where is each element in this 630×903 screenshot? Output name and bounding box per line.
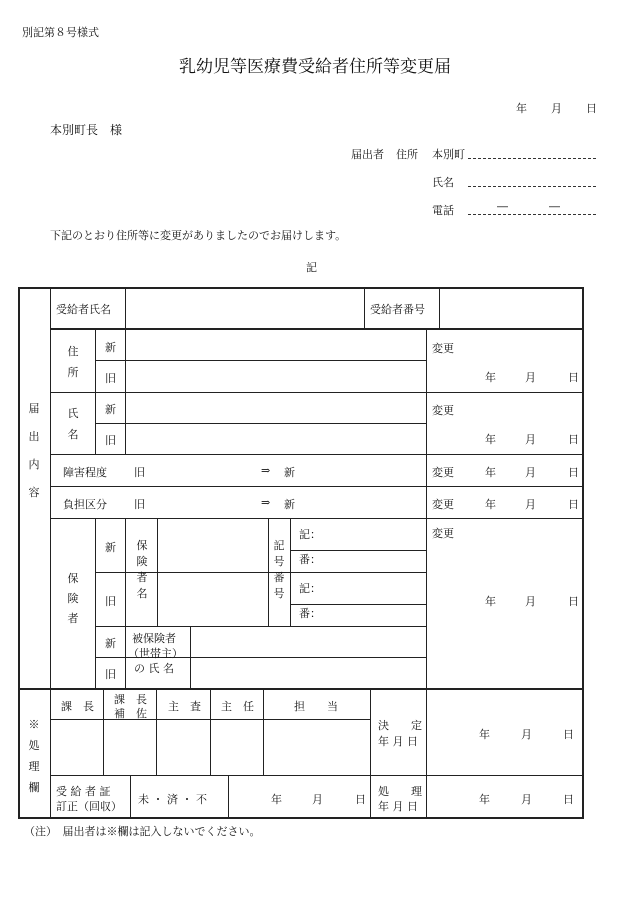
insurer-old-label: 旧: [105, 595, 116, 608]
decision-month: 月: [521, 728, 532, 741]
insurance-name-label-new: 保険者名: [136, 539, 148, 600]
disability-change-label: 変更: [432, 466, 454, 479]
address-old-field[interactable]: [126, 361, 425, 391]
disability-arrow: ⇒: [261, 464, 271, 477]
side-label-processing: ※処理欄: [28, 718, 40, 794]
decision-year: 年: [479, 728, 490, 741]
code-number-label: 記号番号: [273, 539, 285, 600]
disability-change-month: 月: [525, 466, 536, 479]
insured-old-label: 旧: [105, 668, 116, 681]
name-new-field[interactable]: [126, 393, 425, 422]
disability-change-day: 日: [568, 466, 579, 479]
insurer-change-label: 変更: [432, 527, 454, 540]
assistant-label-1: 課 長: [114, 693, 147, 706]
name-field[interactable]: [468, 174, 596, 187]
cert-label-2: 訂正（回収）: [56, 800, 122, 813]
date-year: 年: [516, 102, 527, 115]
name-row-label: 氏名: [67, 407, 79, 441]
address-label: 住所: [396, 148, 418, 161]
disability-new-label: 新: [284, 466, 295, 479]
name-old-label: 旧: [105, 434, 116, 447]
process-label-2: 年 月 日: [378, 800, 418, 813]
insured-label-1: 被保険者: [132, 632, 176, 645]
phone-sep-1: ―: [497, 200, 508, 213]
insurer-new-label: 新: [105, 541, 116, 554]
name-change-month: 月: [525, 433, 536, 446]
number-new-label: 番：: [299, 553, 321, 566]
process-month: 月: [521, 793, 532, 806]
cert-status[interactable]: 未 ・ 済 ・ 不: [138, 793, 207, 806]
burden-arrow: ⇒: [261, 496, 271, 509]
insurer-change-year: 年: [485, 595, 496, 608]
disability-old-label: 旧: [134, 466, 145, 479]
name-change-label: 変更: [432, 404, 454, 417]
supervisor-label: 主 任: [221, 700, 254, 713]
stamp-staff[interactable]: [264, 720, 369, 774]
cert-year: 年: [271, 793, 282, 806]
form-table: [18, 287, 584, 819]
cert-label-1: 受 給 者 証: [56, 785, 111, 798]
address-new-label: 新: [105, 341, 116, 354]
applicant-label: 届出者: [351, 148, 384, 161]
insurer-change-month: 月: [525, 595, 536, 608]
date-month: 月: [551, 102, 562, 115]
cert-day: 日: [355, 793, 366, 806]
code-old-label: 記：: [299, 582, 321, 595]
insured-new-field[interactable]: [191, 627, 425, 656]
address-new-field[interactable]: [126, 329, 425, 359]
insurer-change-day: 日: [568, 595, 579, 608]
name-new-label: 新: [105, 403, 116, 416]
address-change-month: 月: [525, 371, 536, 384]
burden-new-label: 新: [284, 498, 295, 511]
address-change-day: 日: [568, 371, 579, 384]
code-new-label: 記：: [299, 528, 321, 541]
number-old-label: 番：: [299, 607, 321, 620]
burden-old-label: 旧: [134, 498, 145, 511]
insurer-new-field[interactable]: [158, 519, 267, 571]
stamp-section-chief[interactable]: [51, 720, 102, 774]
chief-label: 主 査: [168, 700, 201, 713]
insured-new-label: 新: [105, 637, 116, 650]
recipient-number-label: 受給者番号: [370, 303, 425, 316]
decision-day: 日: [563, 728, 574, 741]
insured-old-field[interactable]: [191, 658, 425, 687]
recipient-number-field[interactable]: [440, 288, 581, 327]
page-title: 乳幼児等医療費受給者住所等変更届: [179, 57, 451, 77]
decision-label-2: 年 月 日: [378, 735, 418, 748]
process-day: 日: [563, 793, 574, 806]
side-label-notification: 届出内容: [28, 402, 40, 500]
process-year: 年: [479, 793, 490, 806]
stamp-supervisor[interactable]: [211, 720, 262, 774]
address-change-label: 変更: [432, 342, 454, 355]
stamp-chief[interactable]: [157, 720, 209, 774]
phone-sep-2: ―: [549, 200, 560, 213]
staff-label: 担 当: [294, 700, 338, 713]
section-chief-label: 課 長: [61, 700, 94, 713]
disability-change-year: 年: [485, 466, 496, 479]
date-day: 日: [586, 102, 597, 115]
address-field[interactable]: [468, 146, 596, 159]
burden-change-month: 月: [525, 498, 536, 511]
name-change-day: 日: [568, 433, 579, 446]
burden-change-label: 変更: [432, 498, 454, 511]
cert-month: 月: [312, 793, 323, 806]
stamp-assistant[interactable]: [104, 720, 155, 774]
ki-label: 記: [306, 261, 317, 274]
name-old-field[interactable]: [126, 424, 425, 453]
statement: 下記のとおり住所等に変更がありましたのでお届けします。: [50, 229, 347, 242]
assistant-label-2: 補 佐: [114, 707, 147, 720]
address-prefix: 本別町: [432, 148, 465, 161]
burden-label: 負担区分: [63, 498, 107, 511]
phone-field[interactable]: [468, 202, 596, 215]
burden-change-day: 日: [568, 498, 579, 511]
footnote: （注） 届出者は※欄は記入しないでください。: [24, 825, 261, 838]
address-row-label: 住所: [67, 345, 79, 379]
addressee: 本別町長 様: [50, 123, 123, 137]
disability-label: 障害程度: [63, 466, 107, 479]
insured-label-2: （世帯主）: [128, 647, 183, 660]
insurer-label: 保険者: [67, 572, 79, 625]
insurer-old-field[interactable]: [158, 573, 267, 625]
recipient-name-label: 受給者氏名: [56, 303, 111, 316]
address-change-year: 年: [485, 371, 496, 384]
name-label: 氏名: [432, 176, 454, 189]
recipient-name-field[interactable]: [126, 288, 363, 327]
phone-label: 電話: [432, 204, 454, 217]
insured-label-3: の 氏 名: [134, 662, 174, 675]
form-number: 別記第８号様式: [22, 26, 99, 39]
burden-change-year: 年: [485, 498, 496, 511]
name-change-year: 年: [485, 433, 496, 446]
process-label-1: 処 理: [378, 785, 422, 798]
address-old-label: 旧: [105, 372, 116, 385]
decision-label-1: 決 定: [378, 719, 422, 732]
